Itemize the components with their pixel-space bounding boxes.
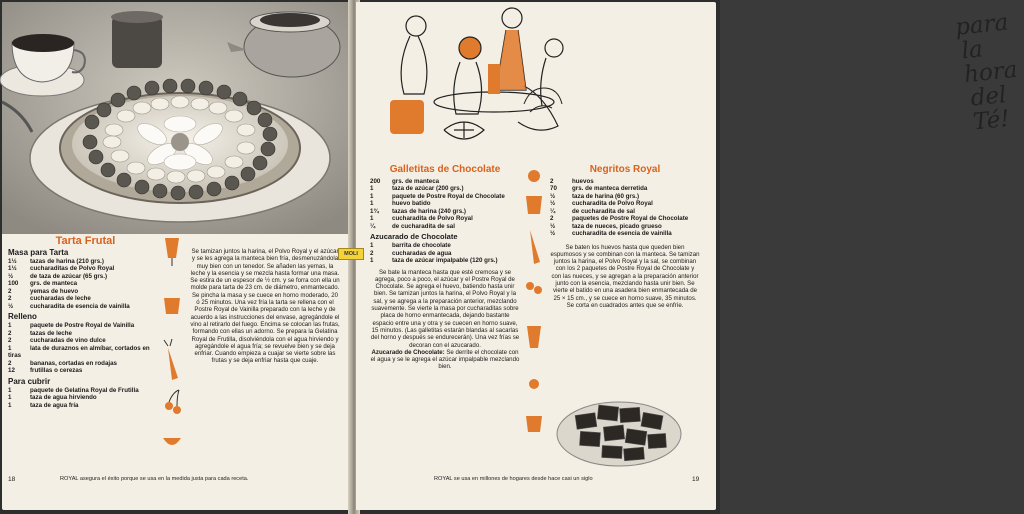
- cup-icon: [526, 196, 542, 214]
- tarta-instructions: Se tamizan juntos la harina, el Polvo Royal y el azúcar y se les agrega la manteca bien fría, desmenuzándola muy bien con un tenedor. Se añaden las yemas, la leche y la esencia y se mezcla hasta formar una masa. Se estira de un espesor de ½ cm. y se forra con ella un molde para tarta de 23 cm. de diámetro, enmantecado. Se pincha la masa y se cuece en horno moderado, 20 ó 25 minutos. Una vez fría la tarta se rellena con el Postre Royal de Vainilla preparado con la leche y de acuerdo a las instrucciones del envase, agregándole el vino al retirarlo del fuego. Encima se colocan las frutas, formando con ellas un adorno. Se prepara la Gelatina Royal de Frutilla, disolviéndola con el agua hirviendo y agregándole el agua fría; se revuelve bien y se deja enfriar. Cuando empieza a cuajar se vierte sobre las frutas y se deja enfriar hasta que cuaje.: [190, 248, 340, 365]
- list-item: 2 huevos: [550, 177, 594, 185]
- list-item: 1 lata de duraznos en almíbar, cortados en tiras: [8, 344, 150, 360]
- tart-photo: [2, 2, 352, 234]
- left-page-number: 18: [8, 476, 16, 483]
- list-item: 100 grs. de manteca: [8, 280, 78, 288]
- cherry-icon: [526, 282, 542, 294]
- apple-icon: [528, 170, 540, 182]
- cherry-icon: [165, 390, 181, 414]
- cubrir-ingredient-list: [8, 387, 163, 410]
- bowl-icon: [163, 438, 181, 445]
- left-page: [2, 2, 352, 510]
- relleno-ingredient-list: [8, 322, 163, 375]
- list-item: 2 yemas de huevo: [8, 287, 79, 295]
- list-item: 1 paquete de Postre Royal de Vainilla: [8, 322, 135, 330]
- tart-photo-image: [2, 2, 352, 234]
- list-item: 1 taza de azúcar impalpable (120 grs.): [370, 257, 498, 265]
- galletitas-title: Galletitas de Chocolate: [389, 164, 501, 175]
- recipe-title: Tarta Frutal: [55, 235, 116, 247]
- list-item: 2 cucharadas de vino dulce: [8, 337, 106, 345]
- section-cubrir-heading: Para cubrir: [8, 376, 51, 386]
- list-item: 1 taza de agua fría: [8, 401, 79, 409]
- azucarado-heading: Azucarado de Chocolate: [370, 232, 458, 242]
- list-item: 70 grs. de manteca derretida: [550, 185, 648, 193]
- carrot-icon: [164, 339, 178, 380]
- glass-icon: [527, 326, 541, 348]
- azucarado-instructions: Azucarado de Chocolate: Se derrite el chocolate con el agua y se le agrega el azúcar impalpable mezclando bien.: [370, 348, 520, 371]
- brownies-photo: [554, 392, 684, 468]
- right-page: [356, 2, 1019, 510]
- tea-party-illustration: [384, 4, 584, 162]
- list-item: ¼ de cucharadita de sal: [550, 207, 635, 215]
- list-item: 2 paquetes de Postre Royal de Chocolate: [550, 215, 689, 223]
- heading-line-1: para: [953, 9, 1010, 41]
- cup-icon: [164, 298, 180, 314]
- list-item: ½ de taza de azúcar (65 grs.): [8, 272, 108, 280]
- right-page-footer: ROYAL se usa en millones de hogares desde hace casi un siglo: [434, 476, 593, 482]
- page-heading: [954, 10, 1024, 135]
- heading-line-3: del Té!: [969, 82, 1011, 136]
- list-item: 1 huevo batido: [370, 200, 431, 208]
- galletitas-ingredient-list: [370, 178, 520, 231]
- list-item: 1 barrita de chocolate: [370, 242, 451, 250]
- galletitas-column: [370, 166, 520, 371]
- list-item: 2 bananas, cortadas en rodajas: [8, 359, 118, 367]
- negritos-instructions: Se baten los huevos hasta que queden bien espumosos y se combinan con la manteca. Se tamizan juntos la harina, el Polvo Royal y la sal, se combinan con los 2 paquetes de Postre Royal de Chocolate y con las nueces, y se agregan a la preparación anterior junto con la esencia, mezclando hasta unir bien. Se vierte el batido en una asadera bien enmantecada de 25 × 15 cm., y se cuece en horno suave, 35 minutos. Se corta en cuadrados antes que se enfríe.: [550, 243, 700, 309]
- section-relleno-heading: Relleno: [8, 312, 37, 322]
- list-item: 12 frutillas o cerezas: [8, 367, 83, 375]
- list-item: ½ cucharadita de Polvo Royal: [550, 200, 653, 208]
- list-item: ½ taza de nueces, picado grueso: [550, 222, 662, 230]
- negritos-title: Negritos Royal: [589, 164, 661, 175]
- list-item: 1 taza de agua hirviendo: [8, 394, 97, 402]
- list-item: 1 taza de azúcar (200 grs.): [370, 185, 464, 193]
- list-item: ½ taza de harina (60 grs.): [550, 192, 640, 200]
- cup-icon: [526, 416, 542, 432]
- list-item: 1 paquete de Gelatina Royal de Frutilla: [8, 386, 139, 394]
- section-masa-heading: Masa para Tarta: [8, 247, 69, 257]
- azucarado-ingredient-list: [370, 242, 520, 265]
- heading-line-2: la hora: [960, 36, 1019, 89]
- cherry-icon: [529, 379, 539, 389]
- carrot-icon: [530, 230, 540, 264]
- negritos-column: [550, 166, 700, 309]
- list-item: 1½ cucharaditas de Polvo Royal: [8, 265, 115, 273]
- list-item: 200 grs. de manteca: [370, 177, 440, 185]
- galletitas-instructions: Se bate la manteca hasta que esté cremosa y se agrega, poco a poco, el azúcar y el Postre Royal de Chocolate. Se agrega el huevo, batiendo hasta unir bien. Se tamizan juntos la harina, el Polvo Royal y la sal, y se agrega a la preparación anterior, mezclando suavemente. Se vierte la masa por cucharaditas sobre placa de horno enmantecada, dejando bastante espacio entre una y otra y se cuecen en horno suave, 15 minutos. (Las galletitas estarán blandas al sacarlas del horno y después se endurecerán). Una vez frías se decoran con el azucarado.: [370, 268, 520, 349]
- fruit-illustration-strip: [160, 238, 186, 458]
- list-item: 2 cucharadas de leche: [8, 295, 91, 303]
- left-page-footer: ROYAL asegura el éxito porque se usa en la medida justa para cada receta.: [60, 476, 249, 482]
- list-item: 2 cucharadas de agua: [370, 249, 452, 257]
- list-item: ¼ de cucharadita de sal: [370, 222, 455, 230]
- list-item: 2 tazas de leche: [8, 329, 72, 337]
- fruit-illustration-strip: [522, 166, 546, 466]
- list-item: 1¾ tazas de harina (240 grs.): [370, 207, 466, 215]
- list-item: 1½ tazas de harina (210 grs.): [8, 257, 104, 265]
- list-item: ½ cucharadita de esencia de vainilla: [8, 302, 130, 310]
- watermark-stamp: MOLI: [338, 248, 364, 260]
- right-page-number: 19: [692, 476, 700, 483]
- negritos-ingredient-list: [550, 178, 700, 238]
- masa-ingredient-list: [8, 258, 163, 311]
- list-item: ½ cucharadita de esencia de vainilla: [550, 230, 672, 238]
- list-item: 1 cucharadita de Polvo Royal: [370, 215, 473, 223]
- list-item: 1 paquete de Postre Royal de Chocolate: [370, 192, 505, 200]
- glass-icon: [165, 238, 179, 266]
- ingredients-column: [8, 235, 163, 409]
